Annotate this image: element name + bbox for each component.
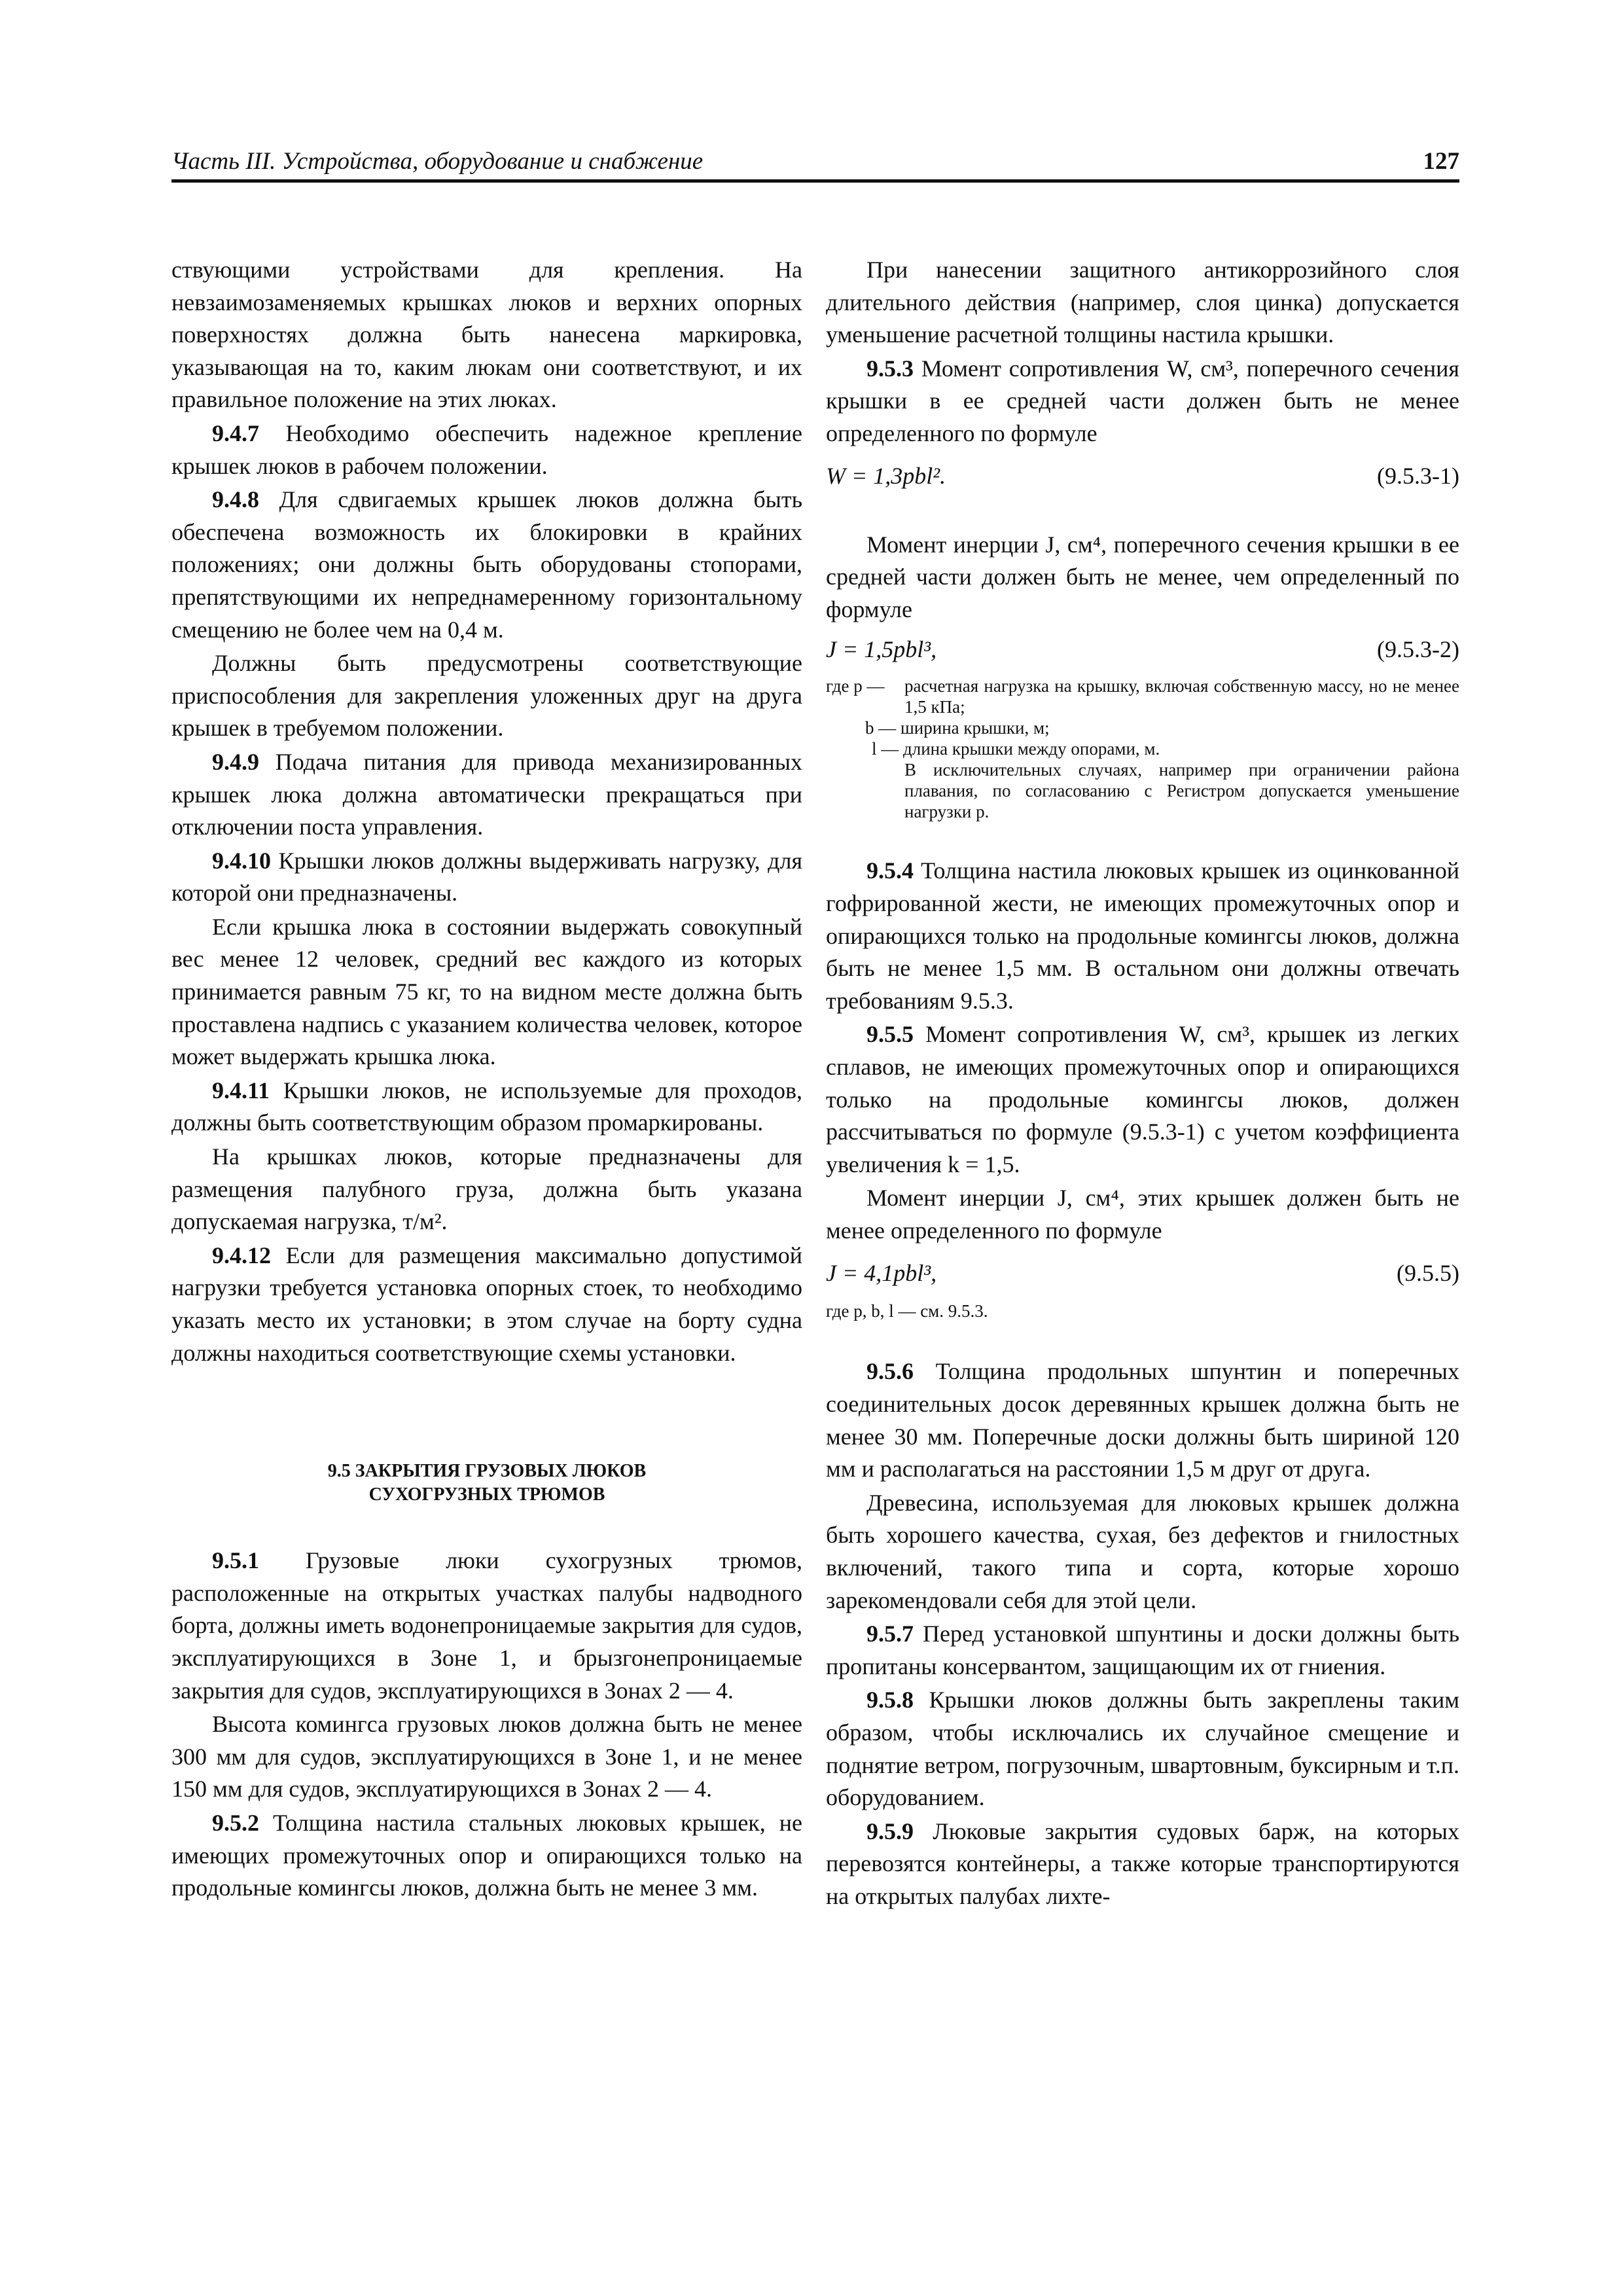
paragraph-9-5-3 xyxy=(826,353,1459,450)
clause-number: 9.5.6 xyxy=(866,1358,914,1385)
formula-number: (9.5.3-2) xyxy=(1377,636,1459,662)
paragraph-9-5-8 xyxy=(826,1684,1459,1814)
formula-9-5-5 xyxy=(826,1255,1459,1291)
paragraph-9-4-8 xyxy=(171,484,802,646)
paragraph: ствующими устройствами для крепления. На невзаимозаменяемых крышках люков и верхних опорных поверхностях должна быть нанесена маркировка, указывающая на то, каким люкам они соответствуют, и их правильное положение на этих люках. xyxy=(171,257,802,413)
legend-note: В исключительных случаях, например при ограничении района плавания, по согласованию с Регистром допускается уменьшение нагрузки p. xyxy=(904,760,1459,822)
paragraph-9-4-12 xyxy=(171,1240,802,1369)
formula-where: где p, b, l — см. 9.5.3. xyxy=(826,1301,988,1321)
paragraph-9-4-10 xyxy=(171,845,802,910)
paragraph-text: Толщина настила люковых крышек из оцинкованной гофрированной жести, не имеющих промежуточных опор и опирающихся только на продольные комингсы люков, должна быть не менее 1,5 мм. В остальном они должны отвечать требованиям 9.5.3. xyxy=(826,857,1459,1014)
paragraph-text: Толщина настила стальных люковых крышек, не имеющих промежуточных опор и опирающихся только на продольные комингсы люков, должна быть не менее 3 мм. xyxy=(171,1809,802,1901)
paragraph-9-5-6 xyxy=(826,1355,1459,1485)
formula-9-5-3-1 xyxy=(826,458,1459,495)
clause-number: 9.5.4 xyxy=(866,857,914,884)
formula-expression: W = 1,3pbl². xyxy=(826,462,946,489)
paragraph-9-4-11 xyxy=(171,1075,802,1139)
paragraph: Высота комингса грузовых люков должна быть не менее 300 мм для судов, эксплуатирующихся в Зоне 1, и не менее 150 мм для судов, эксплуатирующихся в Зонах 2 — 4. xyxy=(171,1711,802,1803)
paragraph-9-4-9 xyxy=(171,746,802,844)
paragraph: Момент инерции J, см⁴, этих крышек должен быть не менее определенного по формуле xyxy=(826,1185,1459,1244)
section-title-line: 9.5 ЗАКРЫТИЯ ГРУЗОВЫХ ЛЮКОВ xyxy=(327,1461,647,1482)
paragraph-text: Грузовые люки сухогрузных трюмов, расположенные на открытых участках палубы надводного борта, должны иметь водонепроницаемые закрытия для судов, эксплуатирующихся в Зоне 1, и брызгонепроницаемые закрытия для судов, эксплуатирующихся в Зонах 2 — 4. xyxy=(171,1547,802,1704)
paragraph: При нанесении защитного антикоррозийного слоя длительного действия (например, слоя цинка) допускается уменьшение расчетной толщины настила крышки. xyxy=(826,257,1459,348)
paragraph-9-5-4 xyxy=(826,855,1459,1017)
left-column xyxy=(171,254,802,1906)
clause-number: 9.4.11 xyxy=(212,1077,270,1103)
formula-9-5-3-2 xyxy=(826,631,1459,668)
legend-row: l — длина крышки между опорами, м. xyxy=(872,739,1160,759)
paragraph: На крышках люков, которые предназначены для размещения палубного груза, должна быть указана допускаемая нагрузка, т/м². xyxy=(171,1143,802,1235)
clause-number: 9.5.9 xyxy=(866,1818,914,1844)
paragraph-9-5-7 xyxy=(826,1618,1459,1683)
paragraph: Если крышка люка в состоянии выдержать совокупный вес менее 12 человек, средний вес каждого из которых принимается равным 75 кг, то на видном месте должна быть проставлена надпись с указанием количества человек, которое может выдержать крышка люка. xyxy=(171,913,802,1070)
running-title: Часть III. Устройства, оборудование и снабжение xyxy=(171,148,704,175)
legend-row xyxy=(826,675,1459,717)
clause-number: 9.5.2 xyxy=(212,1809,259,1836)
paragraph-text: Крышки люков должны выдерживать нагрузку, для которой они предназначены. xyxy=(171,847,802,906)
clause-number: 9.5.7 xyxy=(866,1621,914,1647)
clause-number: 9.5.3 xyxy=(866,355,914,382)
section-title-line: СУХОГРУЗНЫХ ТРЮМОВ xyxy=(368,1484,605,1505)
formula-expression: J = 4,1pbl³, xyxy=(826,1259,937,1286)
legend-row: b — ширина крышки, м; xyxy=(865,718,1050,738)
formula-number: (9.5.5) xyxy=(1397,1259,1459,1286)
section-title xyxy=(171,1460,802,1507)
paragraph-9-5-1 xyxy=(171,1545,802,1707)
clause-number: 9.4.7 xyxy=(212,420,259,446)
legend-text: расчетная нагрузка на крышку, включая собственную массу, но не менее 1,5 кПа; xyxy=(904,676,1459,717)
paragraph: Момент инерции J, см⁴, поперечного сечения крышки в ее средней части должен быть не менее, чем определенный по формуле xyxy=(826,531,1459,622)
paragraph-text: Для сдвигаемых крышек люков должна быть обеспечена возможность их блокировки в крайних положениях; они должны быть оборудованы стопорами, препятствующими их непреднамеренному горизонтальному смещению не более чем на 0,4 м. xyxy=(171,486,802,643)
paragraph-text: Люковые закрытия судовых барж, на которых перевозятся контейнеры, а также которые транспортируются на открытых палубах лихте- xyxy=(826,1818,1459,1909)
clause-number: 9.5.5 xyxy=(866,1021,914,1048)
paragraph-text: Подача питания для привода механизированных крышек люка должна автоматически прекращаться при отключении поста управления. xyxy=(171,748,802,840)
paragraph-9-5-5 xyxy=(826,1018,1459,1181)
formula-number: (9.5.3-1) xyxy=(1377,462,1459,489)
paragraph-9-5-9 xyxy=(826,1816,1459,1913)
paragraph-text: Толщина продольных шпунтин и поперечных соединительных досок деревянных крышек должна быть не менее 30 мм. Поперечные доски должны быть шириной 120 мм и располагаться на расстоянии 1,5 м друг от друга. xyxy=(826,1358,1459,1482)
paragraph-text: Крышки люков, не используемые для проходов, должны быть соответствующим образом промаркированы. xyxy=(171,1077,802,1136)
page-header xyxy=(171,143,1459,183)
paragraph: Должны быть предусмотрены соответствующие приспособления для закрепления уложенных друг на друга крышек в требуемом положении. xyxy=(171,650,802,742)
paragraph-text: Момент сопротивления W, см³, поперечного сечения крышки в ее средней части должен быть не менее определенного по формуле xyxy=(826,355,1459,446)
page-number: 127 xyxy=(1423,148,1459,175)
paragraph-text: Если для размещения максимально допустимой нагрузки требуется установка опорных стоек, то необходимо указать место их установки; в этом случае на борту судна должны находиться соответствующие схемы установки. xyxy=(171,1242,802,1366)
clause-number: 9.5.8 xyxy=(866,1687,914,1713)
right-column xyxy=(826,254,1459,1914)
clause-number: 9.4.12 xyxy=(212,1242,271,1268)
paragraph-9-5-2 xyxy=(171,1807,802,1905)
clause-number: 9.4.9 xyxy=(212,748,259,775)
paragraph-9-4-7 xyxy=(171,418,802,482)
clause-number: 9.5.1 xyxy=(212,1547,259,1574)
paragraph: Древесина, используемая для люковых крышек должна быть хорошего качества, сухая, без дефектов и гнилостных включений, такого типа и сорта, которые хорошо зарекомендовали себя для этой цели. xyxy=(826,1489,1459,1613)
paragraph-text: Необходимо обеспечить надежное крепление крышек люков в рабочем положении. xyxy=(171,420,802,479)
paragraph-text: Перед установкой шпунтины и доски должны быть пропитаны консервантом, защищающим их от гниения. xyxy=(826,1621,1459,1679)
paragraph-text: Крышки люков должны быть закреплены таким образом, чтобы исключались их случайное смещение и поднятие ветром, погрузочным, швартовным, буксирным и т.п. оборудованием. xyxy=(826,1687,1459,1811)
clause-number: 9.4.10 xyxy=(212,847,271,874)
paragraph-text: Момент сопротивления W, см³, крышек из легких сплавов, не имеющих промежуточных опор и опирающихся только на продольные комингсы люков, должен рассчитываться по формуле (9.5.3-1) с учетом коэффициента увеличения k = 1,5. xyxy=(826,1021,1459,1177)
formula-expression: J = 1,5pbl³, xyxy=(826,636,937,662)
legend-label: где p — xyxy=(826,676,885,696)
formula-legend xyxy=(826,675,1459,822)
clause-number: 9.4.8 xyxy=(212,486,259,513)
